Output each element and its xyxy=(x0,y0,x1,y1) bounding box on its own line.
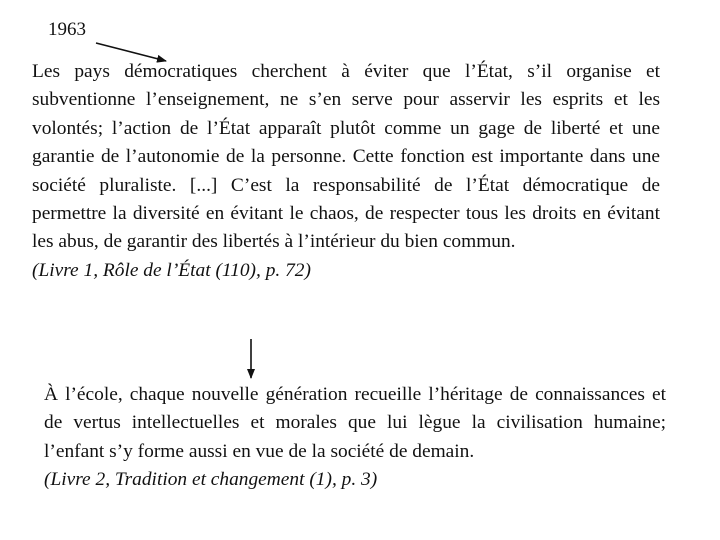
quote-passage-1-citation: (Livre 1, Rôle de l’État (110), p. 72) xyxy=(32,259,311,281)
quote-passage-1 xyxy=(32,58,660,285)
year-label: 1963 xyxy=(48,19,86,40)
quote-passage-2 xyxy=(44,381,666,495)
quote-passage-2-text: À l’école, chaque nouvelle génération recueille l’héritage de connaissances et de vertus intellectuelles et morales que lui lègue la civilisation humaine; l’enfant s’y forme aussi en vue de la société de demain. xyxy=(44,384,666,462)
quote-passage-2-citation: (Livre 2, Tradition et changement (1), p. 3) xyxy=(44,469,378,491)
quote-passage-1-text: Les pays démocratiques cherchent à éviter que l’État, s’il organise et subventionne l’enseignement, ne s’en serve pour asservir les esprits et les volontés; l’action de l’État apparaît plutôt comme un gage de liberté et une garantie de l’autonomie de la personne. Cette fonction est importante dans une société pluraliste. [...] C’est la responsabilité de l’État démocratique de permettre la diversité en évitant le chaos, de respecter tous les droits en évitant les abus, de garantir des libertés à l’intérieur du bien commun. xyxy=(32,61,660,253)
